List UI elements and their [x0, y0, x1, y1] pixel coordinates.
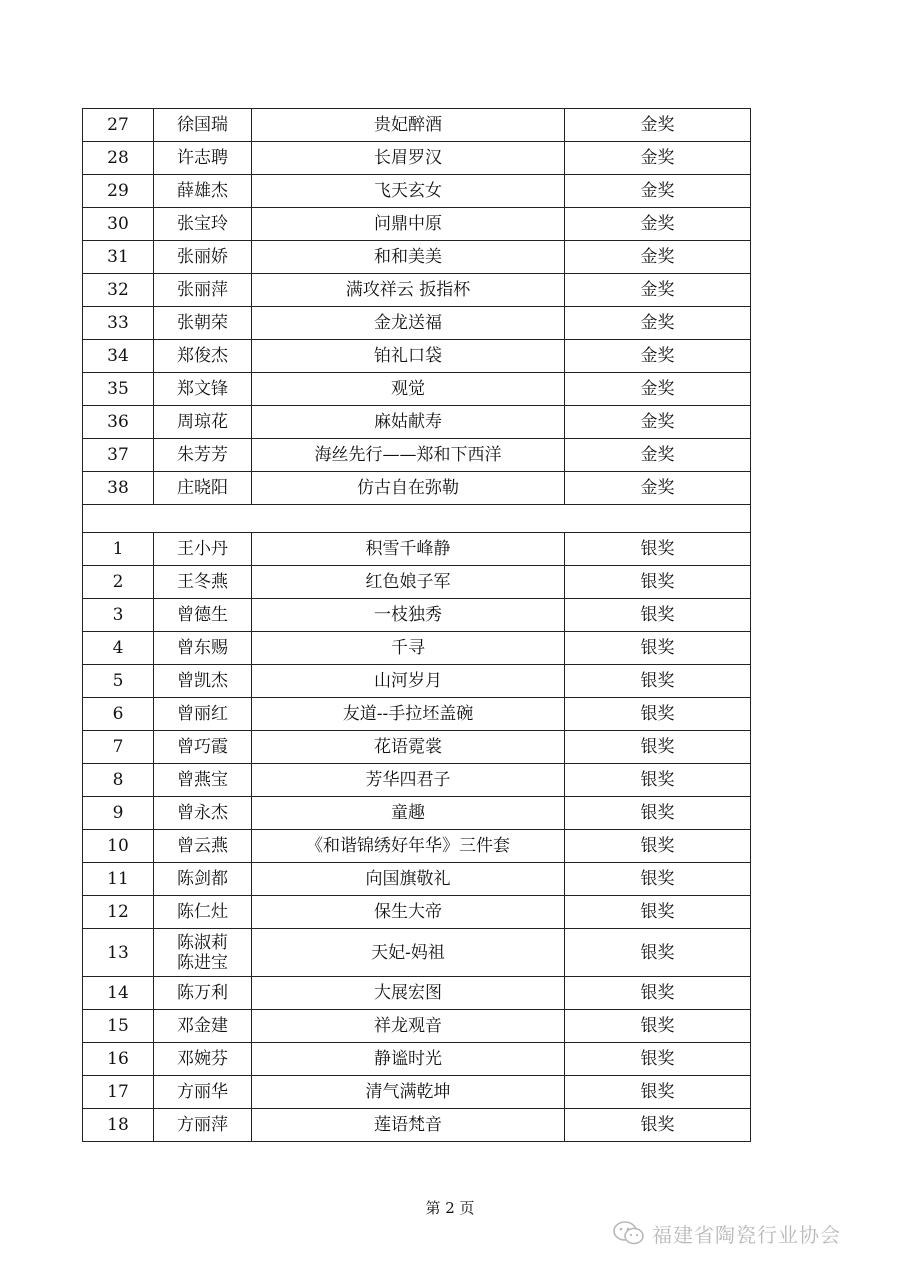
award-level: 银奖 — [565, 1076, 751, 1109]
award-level: 银奖 — [565, 863, 751, 896]
table-row — [83, 929, 751, 977]
award-level: 金奖 — [565, 307, 751, 340]
table-row — [83, 1109, 751, 1142]
work-title: 山河岁月 — [252, 665, 565, 698]
row-number: 28 — [83, 142, 154, 175]
separator-cell — [565, 505, 751, 533]
table-row — [83, 307, 751, 340]
award-level: 银奖 — [565, 929, 751, 977]
work-title: 积雪千峰静 — [252, 533, 565, 566]
work-title: 静谧时光 — [252, 1043, 565, 1076]
row-number: 4 — [83, 632, 154, 665]
table-row — [83, 439, 751, 472]
award-level: 金奖 — [565, 439, 751, 472]
work-title: 花语霓裳 — [252, 731, 565, 764]
row-number: 1 — [83, 533, 154, 566]
author-name: 朱芳芳 — [154, 439, 252, 472]
work-title: 金龙送福 — [252, 307, 565, 340]
author-name: 许志聘 — [154, 142, 252, 175]
author-name: 曾德生 — [154, 599, 252, 632]
table-row — [83, 1076, 751, 1109]
award-level: 银奖 — [565, 1043, 751, 1076]
table-row — [83, 1010, 751, 1043]
row-number: 35 — [83, 373, 154, 406]
table-row — [83, 731, 751, 764]
award-level: 金奖 — [565, 142, 751, 175]
award-level: 金奖 — [565, 274, 751, 307]
work-title: 《和谐锦绣好年华》三件套 — [252, 830, 565, 863]
author-name: 曾丽红 — [154, 698, 252, 731]
row-number: 13 — [83, 929, 154, 977]
award-level: 银奖 — [565, 764, 751, 797]
award-level: 银奖 — [565, 533, 751, 566]
author-name: 薛雄杰 — [154, 175, 252, 208]
row-number: 3 — [83, 599, 154, 632]
award-level: 银奖 — [565, 599, 751, 632]
row-number: 37 — [83, 439, 154, 472]
table-row — [83, 698, 751, 731]
row-number: 2 — [83, 566, 154, 599]
row-number: 30 — [83, 208, 154, 241]
author-name: 曾燕宝 — [154, 764, 252, 797]
work-title: 芳华四君子 — [252, 764, 565, 797]
author-name: 邓婉芬 — [154, 1043, 252, 1076]
award-level: 银奖 — [565, 977, 751, 1010]
award-level: 金奖 — [565, 406, 751, 439]
award-level: 银奖 — [565, 665, 751, 698]
work-title: 海丝先行——郑和下西洋 — [252, 439, 565, 472]
work-title: 千寻 — [252, 632, 565, 665]
row-number: 14 — [83, 977, 154, 1010]
author-name: 曾云燕 — [154, 830, 252, 863]
author-name: 王冬燕 — [154, 566, 252, 599]
row-number: 29 — [83, 175, 154, 208]
author-name: 王小丹 — [154, 533, 252, 566]
award-level: 银奖 — [565, 1010, 751, 1043]
author-name: 陈万利 — [154, 977, 252, 1010]
award-level: 金奖 — [565, 175, 751, 208]
table-row — [83, 632, 751, 665]
work-title: 天妃-妈祖 — [252, 929, 565, 977]
author-name: 曾永杰 — [154, 797, 252, 830]
table-row — [83, 599, 751, 632]
work-title: 向国旗敬礼 — [252, 863, 565, 896]
table-row — [83, 340, 751, 373]
work-title: 贵妃醉酒 — [252, 109, 565, 142]
work-title: 仿古自在弥勒 — [252, 472, 565, 505]
award-level: 银奖 — [565, 566, 751, 599]
table-row — [83, 406, 751, 439]
row-number: 34 — [83, 340, 154, 373]
table-row — [83, 896, 751, 929]
author-name: 张丽娇 — [154, 241, 252, 274]
award-level: 金奖 — [565, 109, 751, 142]
award-level: 金奖 — [565, 373, 751, 406]
table-row — [83, 797, 751, 830]
work-title: 清气满乾坤 — [252, 1076, 565, 1109]
award-level: 金奖 — [565, 208, 751, 241]
table-row — [83, 977, 751, 1010]
table-row — [83, 274, 751, 307]
award-level: 银奖 — [565, 896, 751, 929]
table-row — [83, 863, 751, 896]
work-title: 飞天玄女 — [252, 175, 565, 208]
author-name: 张朝荣 — [154, 307, 252, 340]
page-number: 第 2 页 — [425, 1199, 475, 1217]
row-number: 15 — [83, 1010, 154, 1043]
table-row — [83, 109, 751, 142]
work-title: 一枝独秀 — [252, 599, 565, 632]
row-number: 18 — [83, 1109, 154, 1142]
row-number: 5 — [83, 665, 154, 698]
row-number: 31 — [83, 241, 154, 274]
work-title: 麻姑献寿 — [252, 406, 565, 439]
author-name: 张丽萍 — [154, 274, 252, 307]
award-level: 银奖 — [565, 731, 751, 764]
row-number: 6 — [83, 698, 154, 731]
work-title: 保生大帝 — [252, 896, 565, 929]
table-row — [83, 533, 751, 566]
work-title: 大展宏图 — [252, 977, 565, 1010]
row-number: 17 — [83, 1076, 154, 1109]
row-number: 12 — [83, 896, 154, 929]
work-title: 观觉 — [252, 373, 565, 406]
wechat-icon — [612, 1220, 646, 1246]
watermark-text: 福建省陶瓷行业协会 — [652, 1222, 841, 1247]
author-name: 庄晓阳 — [154, 472, 252, 505]
row-number: 32 — [83, 274, 154, 307]
table-row — [83, 1043, 751, 1076]
author-name: 陈仁灶 — [154, 896, 252, 929]
work-title: 莲语梵音 — [252, 1109, 565, 1142]
row-number: 8 — [83, 764, 154, 797]
award-level: 银奖 — [565, 632, 751, 665]
work-title: 满攻祥云 扳指杯 — [252, 274, 565, 307]
author-name-line: 陈淑莉 — [177, 932, 228, 953]
work-title: 铂礼口袋 — [252, 340, 565, 373]
award-table — [82, 108, 751, 1142]
row-number: 16 — [83, 1043, 154, 1076]
row-number: 36 — [83, 406, 154, 439]
row-number: 27 — [83, 109, 154, 142]
work-title: 祥龙观音 — [252, 1010, 565, 1043]
author-name: 方丽华 — [154, 1076, 252, 1109]
award-table-body — [83, 109, 751, 1142]
author-name — [154, 929, 252, 977]
table-row — [83, 566, 751, 599]
table-row — [83, 665, 751, 698]
award-level: 银奖 — [565, 1109, 751, 1142]
author-name-line: 陈进宝 — [177, 952, 228, 973]
author-name: 张宝玲 — [154, 208, 252, 241]
row-number: 7 — [83, 731, 154, 764]
table-row — [83, 208, 751, 241]
author-name: 陈剑都 — [154, 863, 252, 896]
award-level: 银奖 — [565, 830, 751, 863]
table-row — [83, 175, 751, 208]
work-title: 童趣 — [252, 797, 565, 830]
author-name: 曾巧霞 — [154, 731, 252, 764]
author-name: 郑文锋 — [154, 373, 252, 406]
award-level: 金奖 — [565, 472, 751, 505]
author-name: 徐国瑞 — [154, 109, 252, 142]
author-name: 曾东赐 — [154, 632, 252, 665]
author-name: 周琼花 — [154, 406, 252, 439]
author-name: 方丽萍 — [154, 1109, 252, 1142]
work-title: 友道--手拉坯盖碗 — [252, 698, 565, 731]
table-row — [83, 373, 751, 406]
award-level: 银奖 — [565, 698, 751, 731]
award-level: 银奖 — [565, 797, 751, 830]
row-number: 33 — [83, 307, 154, 340]
author-name: 曾凯杰 — [154, 665, 252, 698]
author-name: 郑俊杰 — [154, 340, 252, 373]
award-level: 金奖 — [565, 241, 751, 274]
work-title: 长眉罗汉 — [252, 142, 565, 175]
table-row — [83, 830, 751, 863]
watermark — [612, 1218, 841, 1248]
award-level: 金奖 — [565, 340, 751, 373]
row-number: 9 — [83, 797, 154, 830]
section-separator-row — [83, 505, 751, 533]
work-title: 问鼎中原 — [252, 208, 565, 241]
row-number: 38 — [83, 472, 154, 505]
table-row — [83, 472, 751, 505]
row-number: 11 — [83, 863, 154, 896]
author-name: 邓金建 — [154, 1010, 252, 1043]
work-title: 和和美美 — [252, 241, 565, 274]
separator-cell — [83, 505, 565, 533]
table-row — [83, 764, 751, 797]
row-number: 10 — [83, 830, 154, 863]
work-title: 红色娘子军 — [252, 566, 565, 599]
table-row — [83, 142, 751, 175]
table-row — [83, 241, 751, 274]
